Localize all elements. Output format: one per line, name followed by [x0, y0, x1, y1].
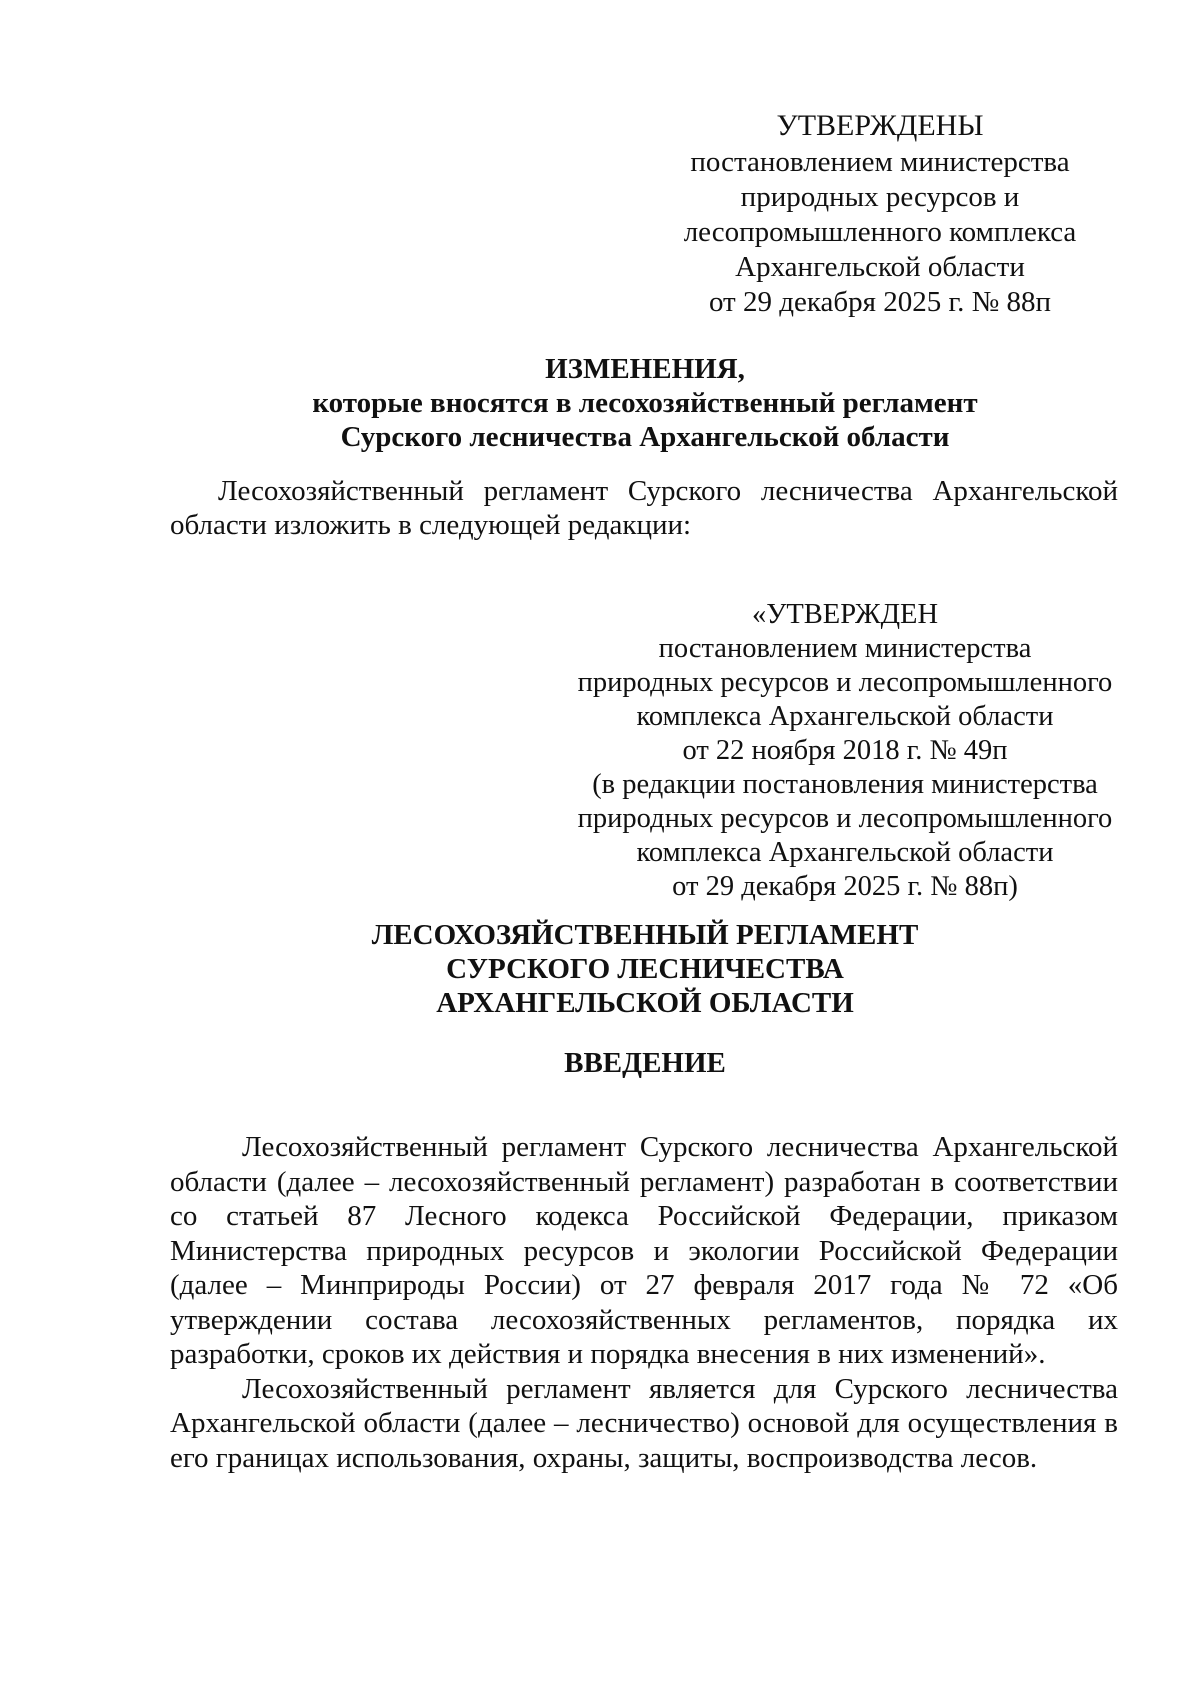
quoted-approval-line: (в редакции постановления министерства — [592, 769, 1098, 800]
quoted-approval-block — [560, 598, 1130, 904]
quoted-approval-line: комплекса Архангельской области — [636, 701, 1054, 732]
quoted-approval-heading: «УТВЕРЖДЕН — [751, 599, 939, 630]
quoted-approval-line: природных ресурсов и лесопромышленного — [577, 667, 1113, 698]
quoted-approval-line: постановлением министерства — [658, 633, 1032, 664]
regulation-title-line: СУРСКОГО ЛЕСНИЧЕСТВА — [446, 953, 844, 985]
approval-line: от 29 декабря 2025 г. № 88п — [708, 286, 1052, 318]
changes-title-line: которые вносятся в лесохозяйственный регламент — [312, 387, 978, 419]
quoted-approval-line: от 29 декабря 2025 г. № 88п) — [672, 871, 1018, 902]
changes-title-line: ИЗМЕНЕНИЯ, — [545, 353, 745, 385]
body-paragraph: Лесохозяйственный регламент Сурского лесничества Архангельской области (далее – лесохозяйственный регламент) разработан в соответствии со статьей 87 Лесного кодекса Российской Федерации, приказом Министерства природных ресурсов и экологии Российской Федерации (далее – Минприроды России) от 27 февраля 2017 года № 72 «Об утверждении состава лесохозяйственных регламентов, порядка их разработки, сроков их действия и порядка внесения в них изменений». — [170, 1131, 1118, 1370]
approval-line: постановлением министерства — [690, 146, 1070, 178]
quoted-approval-line: комплекса Архангельской области — [636, 837, 1054, 868]
body-text — [170, 1130, 1118, 1475]
section-title: ВВЕДЕНИЕ — [564, 1047, 726, 1079]
approval-heading: УТВЕРЖДЕНЫ — [776, 109, 984, 142]
approval-line: лесопромышленного комплекса — [683, 216, 1077, 248]
quoted-approval-line: от 22 ноября 2018 г. № 49п — [682, 735, 1008, 766]
regulation-title — [170, 918, 1120, 1020]
quoted-approval-line: природных ресурсов и лесопромышленного — [577, 803, 1113, 834]
intro-paragraph: Лесохозяйственный регламент Сурского лесничества Архангельской области изложить в следующей редакции: — [170, 475, 1118, 541]
regulation-title-line: ЛЕСОХОЗЯЙСТВЕННЫЙ РЕГЛАМЕНТ — [371, 919, 919, 951]
changes-title-line: Сурского лесничества Архангельской области — [340, 421, 950, 453]
approval-line: Архангельской области — [735, 251, 1025, 283]
body-paragraph: Лесохозяйственный регламент является для Сурского лесничества Архангельской области (далее – лесничество) основой для осуществления в его границах использования, охраны, защиты, воспроизводства лесов. — [170, 1372, 1118, 1474]
changes-title — [170, 352, 1120, 454]
regulation-title-line: АРХАНГЕЛЬСКОЙ ОБЛАСТИ — [436, 987, 854, 1019]
approval-block — [610, 108, 1150, 320]
approval-line: природных ресурсов и — [740, 181, 1020, 213]
